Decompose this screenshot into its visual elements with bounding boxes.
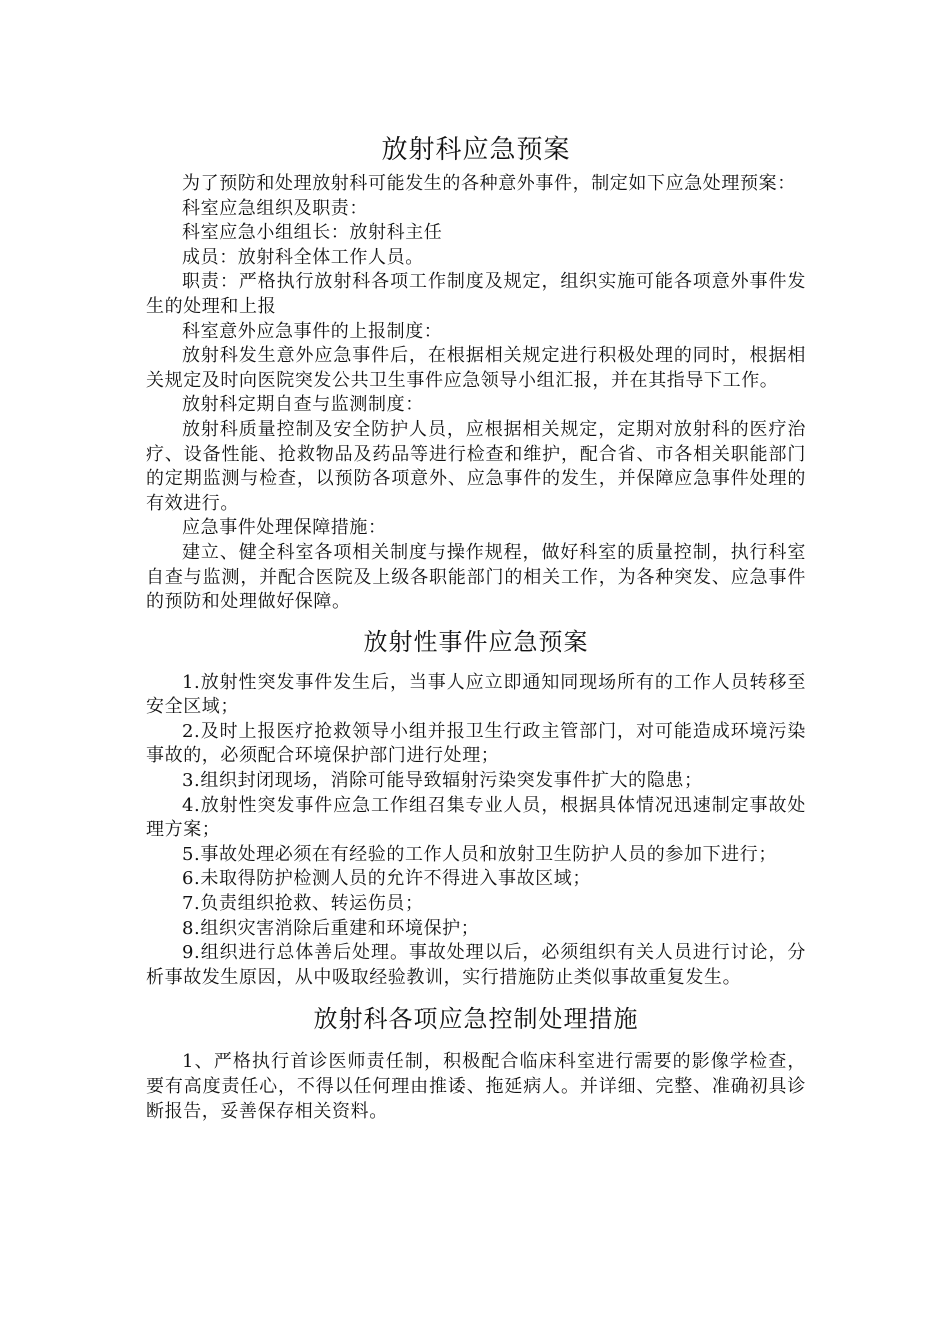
section2-paragraph: 2.及时上报医疗抢救领导小组并报卫生行政主管部门，对可能造成环境污染事故的，必须配合环境保护部门进行处理； (146, 720, 806, 767)
document-content (146, 128, 806, 1124)
section1-paragraph: 为了预防和处理放射科可能发生的各种意外事件，制定如下应急处理预案： (182, 173, 796, 194)
section1-paragraph: 职责：严格执行放射科各项工作制度及规定，组织实施可能各项意外事件发生的处理和上报 (146, 271, 806, 317)
section1-paragraph: 放射科定期自查与监测制度： (182, 394, 424, 416)
section1-paragraph: 科室应急组织及职责： (182, 197, 368, 219)
section2-paragraph: 6.未取得防护检测人员的允许不得进入事故区域； (182, 868, 591, 890)
section2-paragraph: 9.组织进行总体善后处理。事故处理以后，必须组织有关人员进行讨论，分析事故发生原因，从中吸取经验教训，实行措施防止类似事故重复发生。 (146, 942, 806, 988)
section1-paragraph: 应急事件处理保障措施： (182, 517, 387, 539)
section1-title: 放射科应急预案 (381, 135, 571, 165)
section2-title: 放射性事件应急预案 (363, 627, 589, 656)
section2-paragraph: 4.放射性突发事件应急工作组召集专业人员，根据具体情况迅速制定事故处理方案； (146, 794, 806, 841)
section1-paragraph: 放射科发生意外应急事件后，在根据相关规定进行积极处理的同时，根据相关规定及时向医院突发公共卫生事件应急领导小组汇报，并在其指导下工作。 (146, 345, 806, 391)
section2-paragraph: 5.事故处理必须在有经验的工作人员和放射卫生防护人员的参加下进行； (182, 843, 777, 865)
section1-paragraph: 科室应急小组组长：放射科主任 (182, 222, 443, 244)
section1-paragraph: 成员：放射科全体工作人员。 (182, 246, 424, 268)
section1-paragraph: 放射科质量控制及安全防护人员，应根据相关规定，定期对放射科的医疗治疗、设备性能、抢救物品及药品等进行检查和维护，配合省、市各相关职能部门的定期监测与检查，以预防各项意外、应急事件的发生，并保障应急事件处理的有效进行。 (146, 418, 806, 514)
section1-paragraph: 科室意外应急事件的上报制度： (182, 320, 443, 342)
section1-paragraph: 建立、健全科室各项相关制度与操作规程，做好科室的质量控制，执行科室自查与监测，并配合医院及上级各职能部门的相关工作，为各种突发、应急事件的预防和处理做好保障。 (146, 541, 806, 613)
section2-paragraph: 1.放射性突发事件发生后，当事人应立即通知同现场所有的工作人员转移至安全区域； (146, 671, 806, 718)
section2-paragraph: 8.组织灾害消除后重建和环境保护； (182, 917, 480, 939)
section3-title: 放射科各项应急控制处理措施 (313, 1005, 639, 1034)
section2-paragraph: 7.负责组织抢救、转运伤员； (182, 893, 424, 915)
section3-paragraph: 1、严格执行首诊医师责任制，积极配合临床科室进行需要的影像学检查，要有高度责任心，不得以任何理由推诿、拖延病人。并详细、完整、准确初具诊断报告，妥善保存相关资料。 (146, 1051, 806, 1122)
section2-paragraph: 3.组织封闭现场，消除可能导致辐射污染突发事件扩大的隐患； (182, 770, 703, 792)
